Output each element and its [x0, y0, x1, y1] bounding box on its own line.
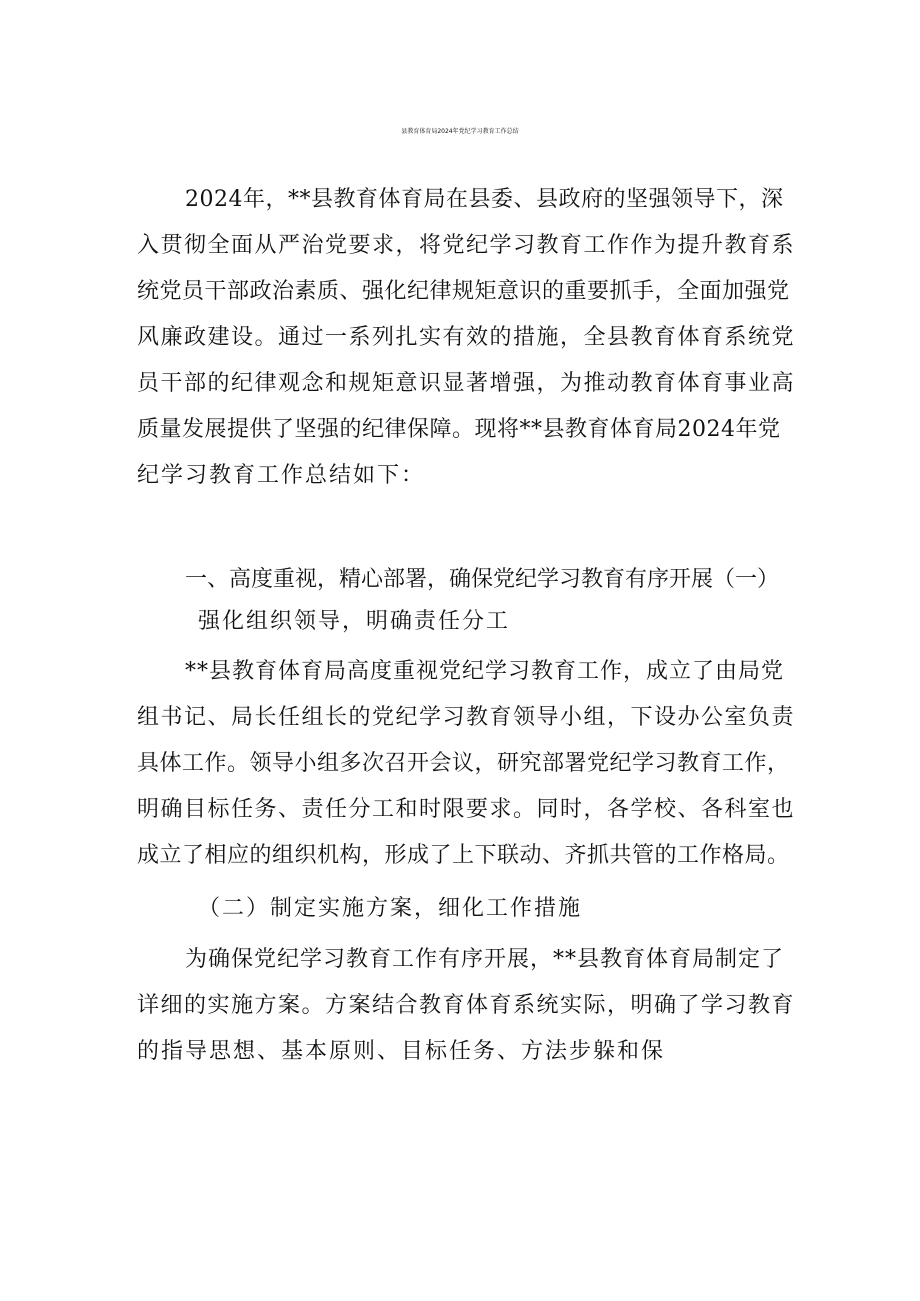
body-line: 组书记、局长任组长的党纪学习教育领导小组，下设办公室负责: [137, 705, 796, 730]
body-line: 详细的实施方案。方案结合教育体育系统实际，明确了学习教育: [137, 993, 796, 1018]
intro-line: 2024年，**县教育体育局在县委、县政府的坚强领导下，深: [185, 187, 784, 212]
intro-line: 纪学习教育工作总结如下：: [137, 463, 426, 488]
intro-line: 员干部的纪律观念和规矩意识显著增强，为推动教育体育事业高: [137, 371, 796, 396]
subsection-title: 强化组织领导，明确责任分工: [198, 609, 511, 634]
body-line: 明确目标任务、责任分工和时限要求。同时，各学校、各科室也: [137, 797, 796, 822]
intro-line: 统党员干部政治素质、强化纪律规矩意识的重要抓手，全面加强党: [137, 279, 790, 304]
body-line: **县教育体育局高度重视党纪学习教育工作，成立了由局党: [185, 659, 785, 684]
intro-line: 入贯彻全面从严治党要求，将党纪学习教育工作作为提升教育系: [137, 233, 796, 258]
section-heading: 一、高度重视，精心部署，确保党纪学习教育有序开展（一）: [185, 567, 780, 592]
body-line: 为确保党纪学习教育工作有序开展，**县教育体育局制定了: [185, 947, 785, 972]
document-title: 县教育体育局2024年党纪学习教育工作总结: [401, 128, 519, 135]
body-line: 的指导思想、基本原则、目标任务、方法步躲和保: [137, 1039, 666, 1064]
intro-line: 质量发展提供了坚强的纪律保障。现将**县教育体育局2024年党: [137, 417, 781, 442]
body-line: 成立了相应的组织机构，形成了上下联动、齐抓共管的工作格局。: [137, 843, 790, 868]
body-line: 具体工作。领导小组多次召开会议，研究部署党纪学习教育工作，: [137, 751, 790, 776]
subsection-title: （二）制定实施方案，细化工作措施: [198, 896, 583, 921]
intro-line: 风廉政建设。通过一系列扎实有效的措施，全县教育体育系统党: [137, 325, 796, 350]
